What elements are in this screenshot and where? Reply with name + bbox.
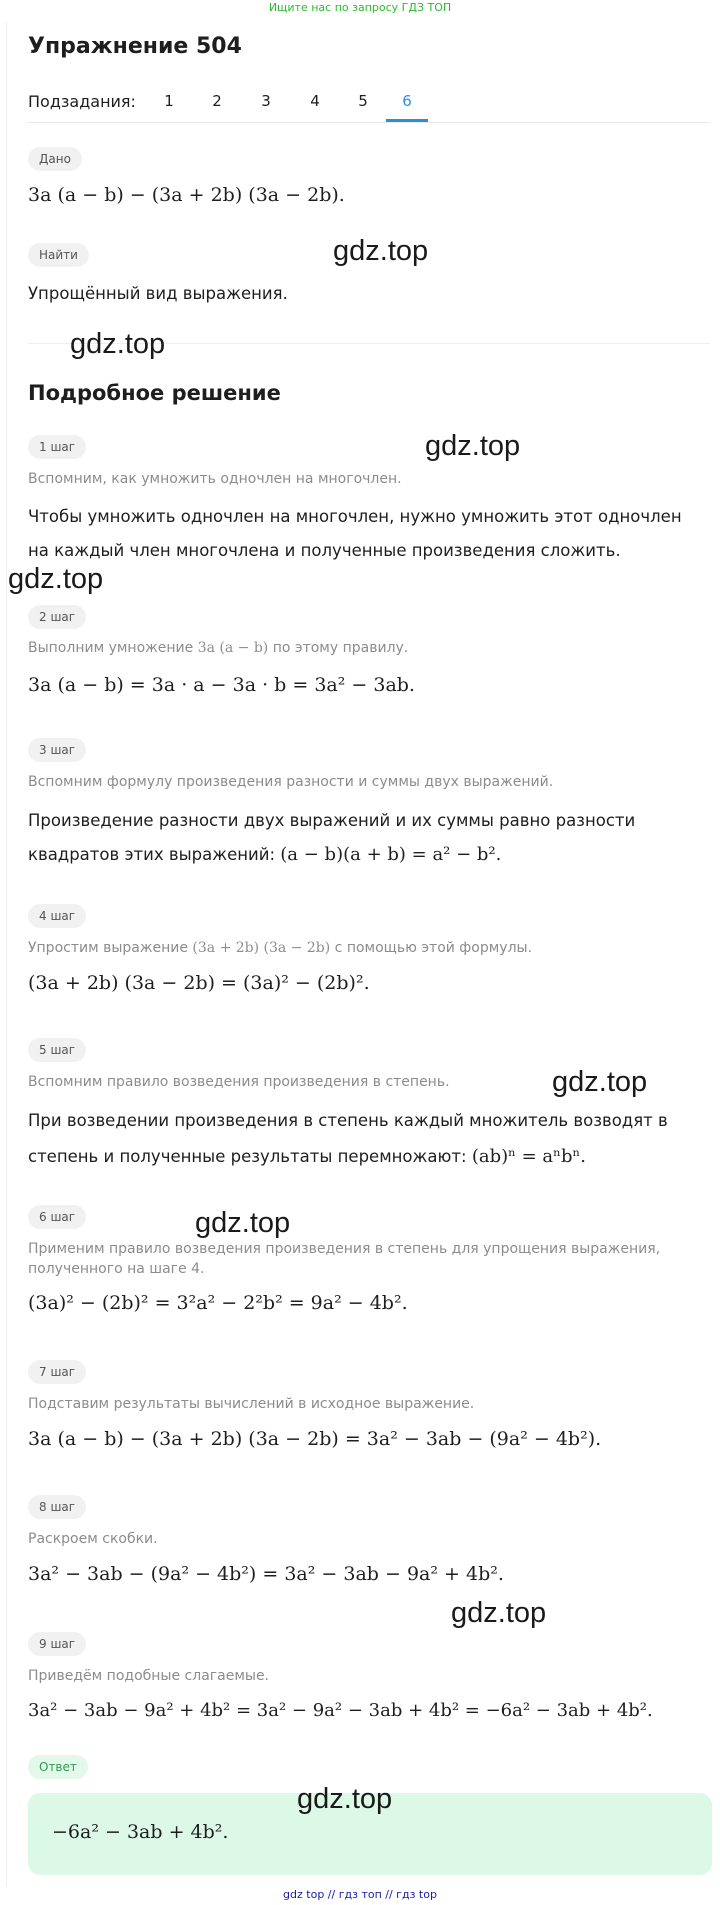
step-4-math: (3a + 2b) (3a − 2b) = (3a)² − (2b)². bbox=[28, 972, 370, 994]
answer-badge: Ответ bbox=[28, 1755, 88, 1779]
watermark: gdz.top bbox=[552, 1066, 648, 1098]
watermark: gdz.top bbox=[8, 563, 104, 595]
tab-subtask-1[interactable]: 1 bbox=[164, 92, 174, 110]
step-1-text: Чтобы умножить одночлен на многочлен, нужно умножить этот одночлен на каждый член многочлена и полученные произведения сложить. bbox=[28, 507, 682, 560]
tab-subtask-2[interactable]: 2 bbox=[212, 92, 222, 110]
solution-title: Подробное решение bbox=[28, 381, 281, 405]
step-2-hint-pre: Выполним умножение bbox=[28, 640, 198, 656]
step-5-text-line1: При возведении произведения в степень каждый множитель возводят в bbox=[28, 1111, 668, 1130]
tab-subtask-5[interactable]: 5 bbox=[358, 92, 368, 110]
step-1-hint: Вспомним, как умножить одночлен на многочлен. bbox=[28, 471, 402, 487]
step-4-hint bbox=[28, 940, 532, 956]
subtasks-bar bbox=[28, 88, 710, 123]
step-2-math: 3a (a − b) = 3a · a − 3a · b = 3a² − 3ab. bbox=[28, 674, 415, 696]
top-search-hint[interactable]: Ищите нас по запросу ГДЗ ТОП bbox=[268, 1, 452, 14]
step-5-text-line2-words: степень и полученные результаты перемножают: bbox=[28, 1147, 472, 1166]
watermark: gdz.top bbox=[451, 1597, 547, 1629]
step-5-hint: Вспомним правило возведения произведения в степень. bbox=[28, 1074, 450, 1090]
step-9-math: 3a² − 3ab − 9a² + 4b² = 3a² − 9a² − 3ab + 4b² = −6a² − 3ab + 4b². bbox=[28, 1700, 653, 1721]
step-3-formula: (a − b)(a + b) = a² − b². bbox=[280, 844, 502, 865]
watermark: gdz.top bbox=[425, 430, 521, 462]
step-4-hint-math: (3a + 2b) (3a − 2b) bbox=[192, 940, 331, 956]
active-tab-indicator bbox=[386, 119, 428, 122]
step-3-hint: Вспомним формулу произведения разности и суммы двух выражений. bbox=[28, 774, 554, 790]
step-1-badge: 1 шаг bbox=[28, 435, 86, 459]
find-badge: Найти bbox=[28, 243, 89, 267]
step-5-badge: 5 шаг bbox=[28, 1038, 86, 1062]
step-8-badge: 8 шаг bbox=[28, 1495, 86, 1519]
find-text: Упрощённый вид выражения. bbox=[28, 284, 288, 303]
step-2-badge: 2 шаг bbox=[28, 605, 86, 629]
step-8-math: 3a² − 3ab − (9a² − 4b²) = 3a² − 3ab − 9a² + 4b². bbox=[28, 1563, 504, 1585]
step-2-hint-post: по этому правилу. bbox=[268, 640, 409, 656]
step-2-hint-math: 3a (a − b) bbox=[197, 640, 269, 656]
given-badge: Дано bbox=[28, 147, 82, 171]
watermark: gdz.top bbox=[195, 1207, 291, 1239]
step-9-hint: Приведём подобные слагаемые. bbox=[28, 1668, 270, 1684]
step-3-text-line2 bbox=[28, 838, 688, 872]
watermark: gdz.top bbox=[297, 1783, 393, 1815]
step-4-badge: 4 шаг bbox=[28, 904, 86, 928]
step-5-text-line2 bbox=[28, 1140, 688, 1174]
tab-subtask-4[interactable]: 4 bbox=[310, 92, 320, 110]
given-expression: 3a (a − b) − (3a + 2b) (3a − 2b). bbox=[28, 184, 345, 206]
step-9-badge: 9 шаг bbox=[28, 1632, 86, 1656]
answer-math: −6a² − 3ab + 4b². bbox=[52, 1821, 229, 1843]
step-6-hint-line2: полученного на шаге 4. bbox=[28, 1261, 205, 1277]
step-7-hint: Подставим результаты вычислений в исходное выражение. bbox=[28, 1396, 475, 1412]
step-3-badge: 3 шаг bbox=[28, 738, 86, 762]
watermark: gdz.top bbox=[333, 235, 429, 267]
watermark: gdz.top bbox=[70, 328, 166, 360]
step-6-badge: 6 шаг bbox=[28, 1205, 86, 1229]
step-6-math: (3a)² − (2b)² = 3²a² − 2²b² = 9a² − 4b². bbox=[28, 1292, 408, 1314]
step-7-badge: 7 шаг bbox=[28, 1360, 86, 1384]
subtasks-label: Подзадания: bbox=[28, 92, 136, 111]
step-3-text-line1: Произведение разности двух выражений и их суммы равно разности bbox=[28, 811, 636, 830]
step-5-formula: (ab)ⁿ = aⁿbⁿ. bbox=[471, 1146, 586, 1167]
step-8-hint: Раскроем скобки. bbox=[28, 1531, 158, 1547]
step-3-text-line2-words: квадратов этих выражений: bbox=[28, 845, 281, 864]
step-7-math: 3a (a − b) − (3a + 2b) (3a − 2b) = 3a² − 3ab − (9a² − 4b²). bbox=[28, 1428, 602, 1450]
step-4-hint-post: с помощью этой формулы. bbox=[330, 940, 533, 956]
step-6-hint-line1: Применим правило возведения произведения в степень для упрощения выражения, bbox=[28, 1241, 661, 1257]
footer-links[interactable]: gdz top // гдз топ // гдз top bbox=[283, 1888, 437, 1901]
tab-subtask-6[interactable]: 6 bbox=[402, 92, 412, 110]
step-2-hint bbox=[28, 640, 408, 656]
tab-subtask-3[interactable]: 3 bbox=[261, 92, 271, 110]
step-4-hint-pre: Упростим выражение bbox=[28, 940, 193, 956]
page-title: Упражнение 504 bbox=[28, 34, 242, 59]
